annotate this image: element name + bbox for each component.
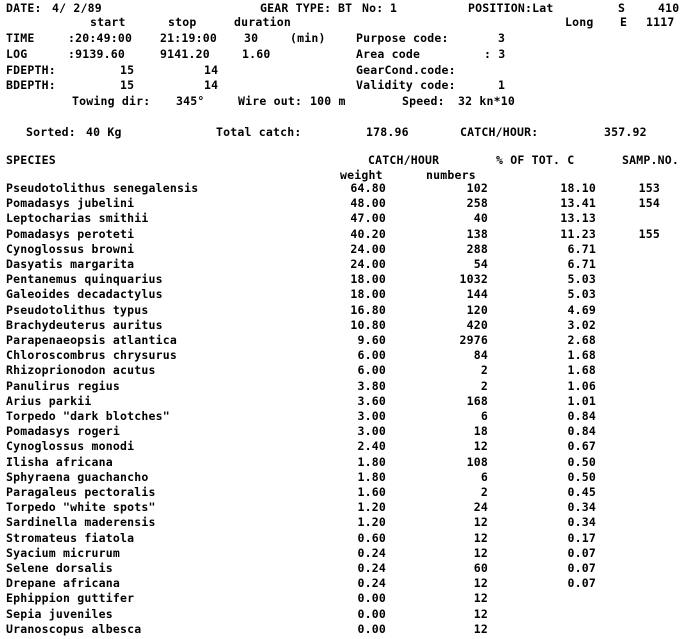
- pct-of-total: 13.41: [560, 196, 596, 210]
- catch-weight: 64.80: [350, 181, 386, 195]
- catch-weight: 6.00: [357, 348, 386, 362]
- catch-numbers: 40: [473, 211, 488, 225]
- species-name: Panulirus regius: [6, 379, 120, 393]
- catch-numbers: 102: [466, 181, 488, 195]
- catch-weight: 0.60: [357, 531, 386, 545]
- gearcond-code-label: GearCond.code:: [356, 63, 456, 77]
- species-name: Sardinella maderensis: [6, 515, 156, 529]
- species-name: Selene dorsalis: [6, 561, 113, 575]
- species-name: Pomadasys jubelini: [6, 196, 135, 210]
- catch-numbers: 2: [480, 363, 488, 377]
- sample-number: 154: [638, 196, 660, 210]
- lat-value: 410: [658, 1, 680, 15]
- sorted-label: Sorted:: [26, 125, 76, 139]
- catch-numbers: 24: [473, 500, 488, 514]
- pct-of-total: 1.68: [567, 363, 596, 377]
- catch-weight: 24.00: [350, 242, 386, 256]
- pct-of-total: 1.06: [567, 379, 596, 393]
- pct-of-total: 4.69: [567, 303, 596, 317]
- catch-numbers: 60: [473, 561, 488, 575]
- pct-of-total: 0.84: [567, 409, 596, 423]
- catch-weight: 0.24: [357, 546, 386, 560]
- date-value: 4/ 2/89: [52, 1, 102, 15]
- wire-out-value: 100 m: [310, 94, 346, 108]
- species-name: Rhizoprionodon acutus: [6, 363, 156, 377]
- catch-numbers: 12: [473, 546, 488, 560]
- pct-of-total: 11.23: [560, 227, 596, 241]
- catch-numbers: 12: [473, 622, 488, 636]
- species-name: Pseudotolithus senegalensis: [6, 181, 199, 195]
- catch-weight: 3.80: [357, 379, 386, 393]
- pct-of-total: 0.50: [567, 470, 596, 484]
- catch-numbers: 258: [466, 196, 488, 210]
- species-name: Pseudotolithus typus: [6, 303, 149, 317]
- position-label: POSITION:Lat: [468, 1, 554, 15]
- log-stop: 9141.20: [160, 47, 210, 61]
- pct-of-total: 13.13: [560, 211, 596, 225]
- catch-numbers: 120: [466, 303, 488, 317]
- sample-number: 155: [638, 227, 660, 241]
- log-start: :9139.60: [68, 47, 125, 61]
- numbers-header: numbers: [426, 168, 476, 182]
- catch-weight: 1.60: [357, 485, 386, 499]
- catch-weight: 1.20: [357, 500, 386, 514]
- species-name: Cynoglossus monodi: [6, 439, 135, 453]
- catch-numbers: 144: [466, 287, 488, 301]
- col-start-header: start: [90, 15, 126, 29]
- fdepth-stop: 14: [204, 63, 219, 77]
- catch-hour-header: CATCH/HOUR: [368, 153, 440, 167]
- catch-weight: 0.24: [357, 561, 386, 575]
- species-name: Ephippion guttifer: [6, 591, 135, 605]
- species-name: Leptocharias smithii: [6, 211, 149, 225]
- catch-numbers: 54: [473, 257, 488, 271]
- speed-value: 32 kn*10: [458, 94, 515, 108]
- species-name: Brachydeuterus auritus: [6, 318, 163, 332]
- station-no-label: No:: [362, 1, 384, 15]
- time-start: :20:49:00: [68, 31, 133, 45]
- catch-weight: 16.80: [350, 303, 386, 317]
- species-name: Paragaleus pectoralis: [6, 485, 156, 499]
- time-unit: (min): [290, 31, 326, 45]
- species-name: Galeoides decadactylus: [6, 287, 163, 301]
- catch-weight: 3.00: [357, 409, 386, 423]
- towing-dir-label: Towing dir:: [72, 94, 151, 108]
- catch-numbers: 1032: [459, 272, 488, 286]
- species-name: Arius parkii: [6, 394, 92, 408]
- catch-numbers: 12: [473, 515, 488, 529]
- validity-code-value: 1: [498, 78, 506, 92]
- species-name: Torpedo "white spots": [6, 500, 156, 514]
- time-label: TIME: [6, 31, 35, 45]
- wire-out-label: Wire out:: [238, 94, 303, 108]
- catch-numbers: 2: [480, 485, 488, 499]
- pct-of-total: 0.45: [567, 485, 596, 499]
- pct-of-total: 0.67: [567, 439, 596, 453]
- pct-of-total: 5.03: [567, 287, 596, 301]
- catch-weight: 3.00: [357, 424, 386, 438]
- pct-of-total: 3.02: [567, 318, 596, 332]
- sample-no-header: SAMP.NO.: [622, 153, 679, 167]
- catch-weight: 0.00: [357, 591, 386, 605]
- species-name: Stromateus fiatola: [6, 531, 135, 545]
- pct-of-total: 0.17: [567, 531, 596, 545]
- catch-weight: 48.00: [350, 196, 386, 210]
- long-label: Long: [565, 15, 594, 29]
- catch-weight: 0.00: [357, 622, 386, 636]
- pct-of-total: 0.34: [567, 515, 596, 529]
- species-name: Parapenaeopsis atlantica: [6, 333, 177, 347]
- bdepth-start: 15: [120, 78, 135, 92]
- species-name: Cynoglossus browni: [6, 242, 135, 256]
- gear-type-value: BT: [338, 1, 353, 15]
- catch-numbers: 6: [480, 470, 488, 484]
- catch-weight: 1.80: [357, 455, 386, 469]
- catch-numbers: 288: [466, 242, 488, 256]
- fdepth-label: FDEPTH:: [6, 63, 56, 77]
- catch-per-hour-label: CATCH/HOUR:: [460, 125, 539, 139]
- species-name: Sphyraena guachancho: [6, 470, 149, 484]
- pct-of-total: 18.10: [560, 181, 596, 195]
- sorted-value: 40 Kg: [86, 125, 122, 139]
- species-name: Uranoscopus albesca: [6, 622, 142, 636]
- pct-of-total: 0.07: [567, 576, 596, 590]
- col-stop-header: stop: [168, 15, 197, 29]
- long-value: 1117: [646, 15, 675, 29]
- sample-number: 153: [638, 181, 660, 195]
- pct-of-total: 1.01: [567, 394, 596, 408]
- station-no-value: 1: [390, 1, 398, 15]
- catch-weight: 6.00: [357, 363, 386, 377]
- catch-numbers: 12: [473, 439, 488, 453]
- catch-numbers: 168: [466, 394, 488, 408]
- catch-numbers: 18: [473, 424, 488, 438]
- species-name: Drepane africana: [6, 576, 120, 590]
- long-hemisphere: E: [620, 15, 628, 29]
- catch-weight: 0.24: [357, 576, 386, 590]
- pct-of-total: 6.71: [567, 242, 596, 256]
- catch-numbers: 12: [473, 576, 488, 590]
- area-code-value: : 3: [484, 47, 506, 61]
- species-name: Pomadasys peroteti: [6, 227, 135, 241]
- catch-weight: 9.60: [357, 333, 386, 347]
- bdepth-label: BDEPTH:: [6, 78, 56, 92]
- purpose-code-value: 3: [498, 31, 506, 45]
- pct-of-total: 0.07: [567, 546, 596, 560]
- area-code-label: Area code: [356, 47, 421, 61]
- species-name: Chloroscombrus chrysurus: [6, 348, 177, 362]
- species-name: Pentanemus quinquarius: [6, 272, 163, 286]
- catch-numbers: 12: [473, 591, 488, 605]
- pct-of-total: 5.03: [567, 272, 596, 286]
- time-duration: 30: [244, 31, 259, 45]
- weight-header: weight: [340, 168, 383, 182]
- catch-numbers: 12: [473, 531, 488, 545]
- purpose-code-label: Purpose code:: [356, 31, 449, 45]
- catch-numbers: 12: [473, 607, 488, 621]
- species-name: Sepia juveniles: [6, 607, 113, 621]
- catch-weight: 40.20: [350, 227, 386, 241]
- speed-label: Speed:: [402, 94, 445, 108]
- log-label: LOG: [6, 47, 28, 61]
- pct-of-total: 0.07: [567, 561, 596, 575]
- log-difference: 1.60: [242, 47, 271, 61]
- pct-of-total: 0.50: [567, 455, 596, 469]
- catch-weight: 10.80: [350, 318, 386, 332]
- catch-weight: 18.00: [350, 287, 386, 301]
- total-catch-value: 178.96: [366, 125, 409, 139]
- fdepth-start: 15: [120, 63, 135, 77]
- catch-weight: 47.00: [350, 211, 386, 225]
- catch-weight: 24.00: [350, 257, 386, 271]
- species-name: Syacium micrurum: [6, 546, 120, 560]
- pct-of-total: 1.68: [567, 348, 596, 362]
- col-duration-header: duration: [234, 15, 291, 29]
- gear-type-label: GEAR TYPE:: [260, 1, 332, 15]
- species-name: Torpedo "dark blotches": [6, 409, 170, 423]
- pct-of-total: 6.71: [567, 257, 596, 271]
- catch-weight: 2.40: [357, 439, 386, 453]
- catch-numbers: 6: [480, 409, 488, 423]
- species-name: Dasyatis margarita: [6, 257, 135, 271]
- species-name: Ilisha africana: [6, 455, 113, 469]
- catch-numbers: 420: [466, 318, 488, 332]
- catch-weight: 1.20: [357, 515, 386, 529]
- pct-of-total: 0.84: [567, 424, 596, 438]
- species-name: Pomadasys rogeri: [6, 424, 120, 438]
- catch-numbers: 84: [473, 348, 488, 362]
- catch-weight: 0.00: [357, 607, 386, 621]
- validity-code-label: Validity code:: [356, 78, 456, 92]
- lat-hemisphere: S: [618, 1, 626, 15]
- catch-numbers: 138: [466, 227, 488, 241]
- catch-weight: 1.80: [357, 470, 386, 484]
- catch-numbers: 2976: [459, 333, 488, 347]
- towing-dir-value: 345°: [176, 94, 205, 108]
- catch-numbers: 2: [480, 379, 488, 393]
- catch-numbers: 108: [466, 455, 488, 469]
- pct-of-total: 2.68: [567, 333, 596, 347]
- species-header: SPECIES: [6, 153, 56, 167]
- catch-per-hour-value: 357.92: [604, 125, 647, 139]
- time-stop: 21:19:00: [160, 31, 217, 45]
- pct-total-header: % OF TOT. C: [496, 153, 575, 167]
- total-catch-label: Total catch:: [216, 125, 302, 139]
- pct-of-total: 0.34: [567, 500, 596, 514]
- catch-weight: 3.60: [357, 394, 386, 408]
- date-label: DATE:: [6, 1, 42, 15]
- catch-weight: 18.00: [350, 272, 386, 286]
- bdepth-stop: 14: [204, 78, 219, 92]
